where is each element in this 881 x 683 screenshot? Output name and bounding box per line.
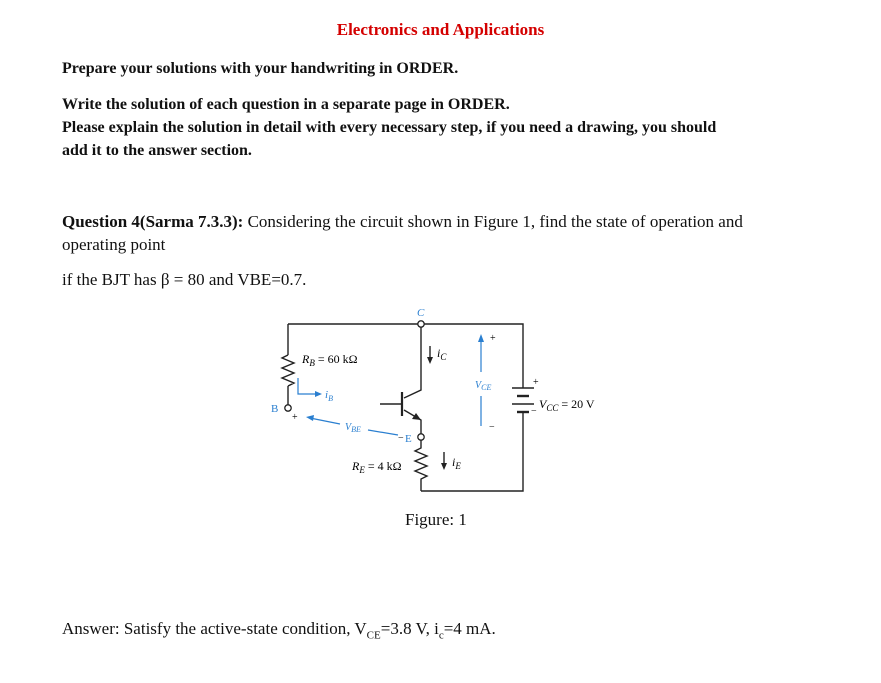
rb-label: $R_B = 60$ kΩ bbox=[302, 352, 358, 368]
re-resistor bbox=[415, 440, 427, 491]
vcc-minus-sign: − bbox=[531, 406, 537, 417]
question-line-2: operating point bbox=[62, 235, 166, 254]
base-label: B bbox=[271, 403, 279, 415]
ic-label: $i_C$ bbox=[437, 346, 447, 362]
collector-wire bbox=[404, 327, 421, 398]
vce-minus-sign: − bbox=[489, 422, 495, 433]
page-title: Electronics and Applications bbox=[336, 20, 545, 39]
answer-prefix: Answer: Satisfy the active-state condition, V bbox=[62, 619, 367, 638]
ie-arrow-icon bbox=[441, 463, 447, 470]
vcc-label: $V_{CC} = 20$ V bbox=[539, 397, 595, 413]
emitter-wire bbox=[404, 410, 421, 434]
emitter-arrow-icon bbox=[412, 413, 421, 420]
vbe-label: $V_{BE}$ bbox=[345, 422, 361, 434]
instruction-line-1: Prepare your solutions with your handwriting in ORDER. bbox=[62, 60, 459, 77]
vbe-plus-sign: + bbox=[292, 412, 298, 423]
ib-label: $i_B$ bbox=[325, 389, 333, 403]
ib-arrow-icon bbox=[315, 391, 322, 397]
rb-resistor bbox=[282, 355, 294, 386]
base-terminal bbox=[285, 405, 291, 411]
vce-plus-sign: + bbox=[490, 333, 496, 344]
vbe-minus-sign: − bbox=[398, 433, 404, 444]
vbe-arrow-icon bbox=[306, 415, 314, 421]
question-text-1: Considering the circuit shown in Figure 1, find the state of operation and bbox=[243, 212, 743, 231]
instruction-line-2: Write the solution of each question in a separate page in ORDER. bbox=[62, 96, 510, 113]
question-line-3: if the BJT has β = 80 and VBE=0.7. bbox=[62, 270, 307, 289]
vce-arrow-icon bbox=[478, 334, 484, 342]
vbe-arrow-right bbox=[368, 430, 398, 435]
question-label: Question 4(Sarma 7.3.3): bbox=[62, 212, 244, 231]
re-label: $R_E = 4$ kΩ bbox=[352, 459, 402, 475]
ie-label: $i_E$ bbox=[452, 455, 461, 471]
answer-mid: =3.8 V, i bbox=[380, 619, 439, 638]
vbe-arrow-left bbox=[310, 418, 340, 424]
vce-label: $V_{CE}$ bbox=[475, 380, 492, 392]
answer-ic-sub: c bbox=[438, 629, 444, 642]
collector-terminal bbox=[418, 321, 424, 327]
answer-line bbox=[62, 619, 496, 641]
answer-suffix: =4 mA. bbox=[443, 619, 496, 638]
right-bottom-wire bbox=[421, 412, 523, 491]
figure-caption: Figure: 1 bbox=[405, 510, 467, 529]
collector-label: C bbox=[417, 307, 425, 319]
vcc-plus-sign: + bbox=[533, 377, 539, 388]
instruction-line-4: add it to the answer section. bbox=[62, 142, 252, 159]
instruction-line-3: Please explain the solution in detail with every necessary step, if you need a drawing, you should bbox=[62, 119, 717, 136]
ic-arrow-icon bbox=[427, 357, 433, 364]
emitter-terminal bbox=[418, 434, 424, 440]
emitter-label: E bbox=[405, 433, 412, 445]
answer-vce-sub: CE bbox=[366, 629, 381, 642]
